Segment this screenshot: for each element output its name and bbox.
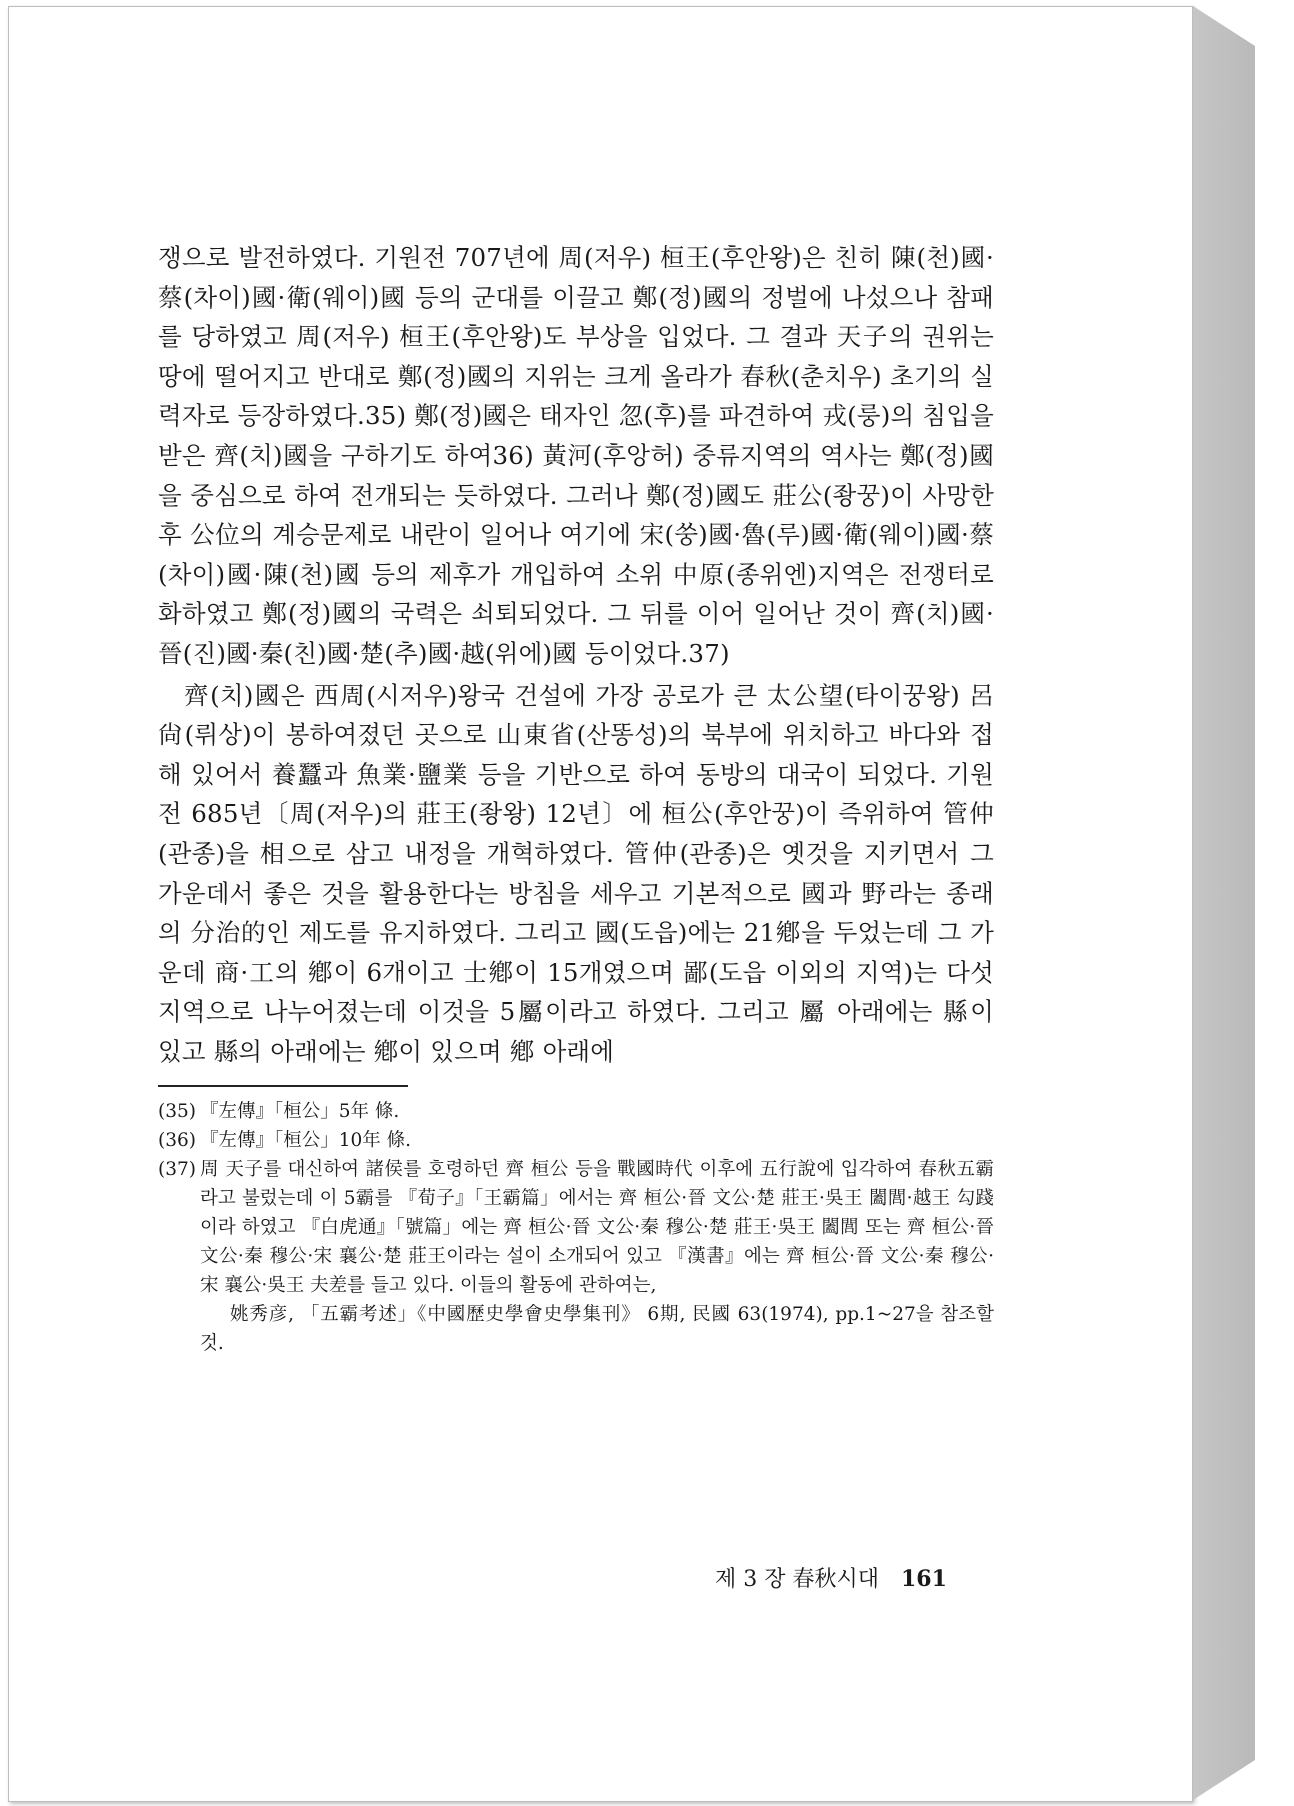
footnote-divider	[158, 1085, 408, 1087]
footnote-number: (35)	[158, 1101, 196, 1123]
body-text	[158, 238, 994, 1071]
page-content	[158, 238, 994, 1358]
book-spine	[1193, 6, 1255, 1800]
paragraph-1: 쟁으로 발전하였다. 기원전 707년에 周(저우) 桓王(후안왕)은 친히 陳(천)國·蔡(차이)國·衛(웨이)國 등의 군대를 이끌고 鄭(정)國의 정벌에 나섰으나 참패를 당하였고 周(저우) 桓王(후안왕)도 부상을 입었다. 그 결과 天子의 권위는 땅에 떨어지고 반대로 鄭(정)國의 지위는 크게 올라가 春秋(춘치우) 초기의 실력자로 등장하였다.35) 鄭(정)國은 태자인 忽(후)를 파견하여 戎(룽)의 침입을 받은 齊(치)國을 구하기도 하여36) 黃河(후앙허) 중류지역의 역사는 鄭(정)國을 중심으로 하여 전개되는 듯하였다. 그러나 鄭(정)國도 莊公(좡꿍)이 사망한 후 公位의 계승문제로 내란이 일어나 여기에 宋(쑹)國·魯(루)國·衛(웨이)國·蔡(차이)國·陳(천)國 등의 제후가 개입하여 소위 中原(종위엔)지역은 전쟁터로 화하였고 鄭(정)國의 국력은 쇠퇴되었다. 그 뒤를 이어 일어난 것이 齊(치)國·晉(진)國·秦(친)國·楚(추)國·越(위에)國 등이었다.37)	[158, 243, 994, 668]
footnote-text: 『左傳』「桓公」10年 條.	[200, 1130, 412, 1152]
chapter-title: 제 3 장 春秋시대	[715, 1567, 879, 1592]
footnote-number: (37)	[158, 1159, 196, 1181]
footnote-body	[200, 1155, 994, 1358]
footnote-35	[158, 1097, 994, 1126]
footnote-36	[158, 1126, 994, 1155]
footnote-text: 周 天子를 대신하여 諸侯를 호령하던 齊 桓公 등을 戰國時代 이후에 五行說에 입각하여 春秋五霸라고 불렀는데 이 5霸를 『荀子』「王霸篇」에서는 齊 桓公·晉 文公·楚 莊王·吳王 闔閭·越王 勾踐이라 하였고 『白虎通』「號篇」에는 齊 桓公·晉 文公·秦 穆公·楚 莊王·吳王 闔閭 또는 齊 桓公·晉 文公·秦 穆公·宋 襄公·楚 莊王이라는 설이 소개되어 있고 『漢書』에는 齊 桓公·晉 文公·秦 穆公·宋 襄公·吳王 夫差를 들고 있다. 이들의 활동에 관하여는,	[200, 1159, 995, 1297]
footnote-reference: 姚秀彦, 「五霸考述」《中國歷史學會史學集刊》 6期, 民國 63(1974), pp.1~27을 참조할 것.	[200, 1304, 994, 1355]
footnote-text: 『左傳』「桓公」5年 條.	[200, 1101, 400, 1123]
page-footer	[715, 1562, 947, 1593]
paragraph-2: 齊(치)國은 西周(시저우)왕국 건설에 가장 공로가 큰 太公望(타이꿍왕) 呂尙(뤼상)이 봉하여졌던 곳으로 山東省(산똥성)의 북부에 위치하고 바다와 접해 있어서 養蠶과 魚業·鹽業 등을 기반으로 하여 동방의 대국이 되었다. 기원전 685년〔周(저우)의 莊王(좡왕) 12년〕에 桓公(후안꿍)이 즉위하여 管仲(관종)을 相으로 삼고 내정을 개혁하였다. 管仲(관종)은 옛것을 지키면서 그 가운데서 좋은 것을 활용한다는 방침을 세우고 기본적으로 國과 野라는 종래의 分治的인 제도를 유지하였다. 그리고 國(도읍)에는 21鄕을 두었는데 그 가운데 商·工의 鄕이 6개이고 士鄕이 15개였으며 鄙(도읍 이외의 지역)는 다섯 지역으로 나누어졌는데 이것을 5屬이라고 하였다. 그리고 屬 아래에는 縣이 있고 縣의 아래에는 鄕이 있으며 鄕 아래에	[158, 680, 994, 1066]
footnote-number: (36)	[158, 1130, 196, 1152]
page-number: 161	[901, 1566, 947, 1592]
footnote-37	[158, 1155, 994, 1358]
footnotes	[158, 1097, 994, 1358]
